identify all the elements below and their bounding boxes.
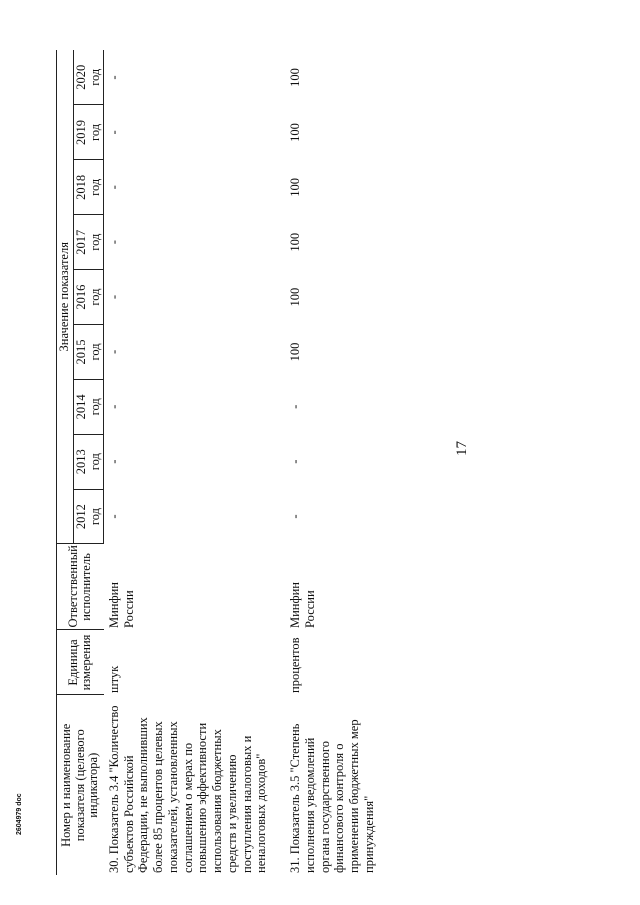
header-year-suffix: год — [87, 123, 102, 141]
header-year-number: 2014 — [73, 394, 88, 420]
header-year-number: 2016 — [73, 284, 88, 310]
indicator-value: 100 — [288, 232, 302, 252]
indicator-table-sheet — [56, 50, 616, 875]
indicator-unit: процентов — [288, 637, 302, 693]
table-row — [272, 50, 380, 875]
header-year-2017 — [73, 215, 104, 270]
header-year-number: 2020 — [73, 64, 88, 90]
header-name: Номер и наименование показателя (целевого индикатора) — [58, 723, 101, 847]
indicator-value: - — [288, 404, 302, 409]
indicator-value: - — [107, 75, 122, 80]
indicator-name: 30. Показатель 3.4 "Количество субъектов Российской Федерации, не выполнивших более 85 процентов целевых показателей, установленных соглашением о мерах по повышению эффективности использования бюджетных средств и увеличению поступления налоговых и неналоговых доходов" — [106, 705, 269, 873]
header-values-group: Значение показателя — [57, 50, 74, 544]
indicator-value: 100 — [288, 287, 302, 307]
header-year-2016 — [73, 270, 104, 325]
indicator-value: - — [107, 185, 122, 190]
header-year-2018 — [73, 160, 104, 215]
header-year-suffix: год — [87, 288, 102, 306]
table-row — [104, 50, 272, 875]
indicator-value: 100 — [288, 123, 302, 142]
header-year-2015 — [73, 325, 104, 380]
indicator-value: - — [107, 514, 122, 519]
header-year-number: 2013 — [73, 449, 88, 475]
header-year-number: 2015 — [73, 339, 88, 365]
indicator-value: - — [288, 514, 302, 519]
header-year-number: 2012 — [73, 504, 88, 530]
header-year-2014 — [73, 379, 104, 434]
header-year-suffix: год — [87, 508, 102, 526]
header-year-suffix: год — [87, 178, 102, 196]
indicator-unit: штук — [106, 665, 121, 693]
indicator-value: - — [107, 459, 122, 464]
header-year-2020 — [73, 50, 104, 105]
indicator-value: 100 — [288, 68, 302, 87]
header-year-number: 2019 — [73, 119, 88, 145]
indicator-table — [56, 50, 380, 875]
indicator-value: 100 — [288, 177, 302, 197]
indicator-executor: Минфин России — [106, 582, 136, 628]
indicator-value: 100 — [288, 342, 302, 362]
header-year-2019 — [73, 105, 104, 160]
header-unit: Единица измерения — [57, 630, 104, 695]
indicator-value: - — [107, 130, 122, 135]
footer-doc-code: 2604979 doc — [16, 793, 23, 835]
header-year-number: 2018 — [73, 174, 88, 200]
header-year-suffix: год — [87, 233, 102, 251]
indicator-executor: Минфин России — [288, 582, 317, 628]
indicator-value: - — [107, 240, 122, 245]
indicator-value: - — [107, 404, 122, 409]
header-year-2013 — [73, 434, 104, 489]
indicator-value: - — [288, 459, 302, 464]
indicator-value: - — [107, 349, 122, 355]
page-number: 17 — [454, 441, 470, 456]
indicator-value: - — [107, 294, 122, 300]
header-year-number: 2017 — [73, 229, 88, 255]
header-year-suffix: год — [87, 453, 102, 471]
header-year-suffix: год — [87, 398, 102, 416]
header-year-suffix: год — [87, 343, 102, 361]
header-year-suffix: год — [87, 68, 102, 86]
indicator-name: 31. Показатель 3.5 "Степень исполнения уведомлений органа государственного финансового контроля о применении бюджетных мер принуждения" — [288, 719, 376, 873]
header-year-2012 — [73, 489, 104, 544]
header-executor: Ответственный исполнитель — [57, 544, 104, 630]
